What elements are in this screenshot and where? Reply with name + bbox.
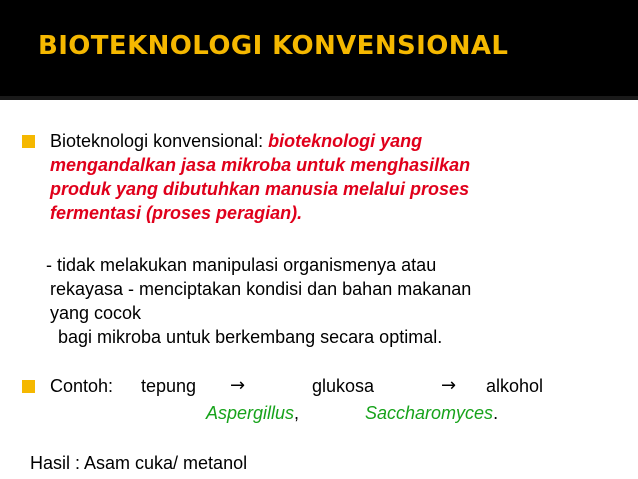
definition-line-1: bioteknologi yang <box>268 131 423 151</box>
result-line: Hasil : Asam cuka/ metanol <box>30 453 248 473</box>
definition-line-4: fermentasi (proses peragian). <box>50 203 303 223</box>
organism-aspergillus: Aspergillus <box>206 403 295 423</box>
slide-title: BIOTEKNOLOGI KONVENSIONAL <box>38 31 509 61</box>
contoh-label: Contoh: <box>50 376 114 396</box>
note-line-1: - tidak melakukan manipulasi organismenya atau <box>46 255 437 275</box>
organism-comma: , <box>294 403 300 423</box>
bullet1-line1 <box>50 129 422 153</box>
note-line-4: bagi mikroba untuk berkembang secara optimal. <box>58 327 443 347</box>
organism-line-2 <box>365 401 498 425</box>
bullet-marker <box>22 380 35 393</box>
organism-line <box>206 401 299 425</box>
step-glukosa: glukosa <box>312 376 375 396</box>
note-line-3: yang cocok <box>50 303 142 323</box>
definition-line-2: mengandalkan jasa mikroba untuk menghasilkan <box>50 155 471 175</box>
organism-saccharomyces: Saccharomyces <box>365 403 494 423</box>
organism-period: . <box>493 403 499 423</box>
step-tepung: tepung <box>141 376 197 396</box>
arrow-right-icon: → <box>441 375 457 396</box>
title-bar <box>0 0 638 100</box>
slide-content <box>0 110 638 479</box>
note-line-2: rekayasa - menciptakan kondisi dan bahan makanan <box>50 279 472 299</box>
bullet-marker <box>22 135 35 148</box>
bullet1-prefix: Bioteknologi konvensional: <box>50 131 269 151</box>
step-alkohol: alkohol <box>486 376 544 396</box>
arrow-right-icon: → <box>230 375 246 396</box>
definition-line-3: produk yang dibutuhkan manusia melalui proses <box>50 179 470 199</box>
